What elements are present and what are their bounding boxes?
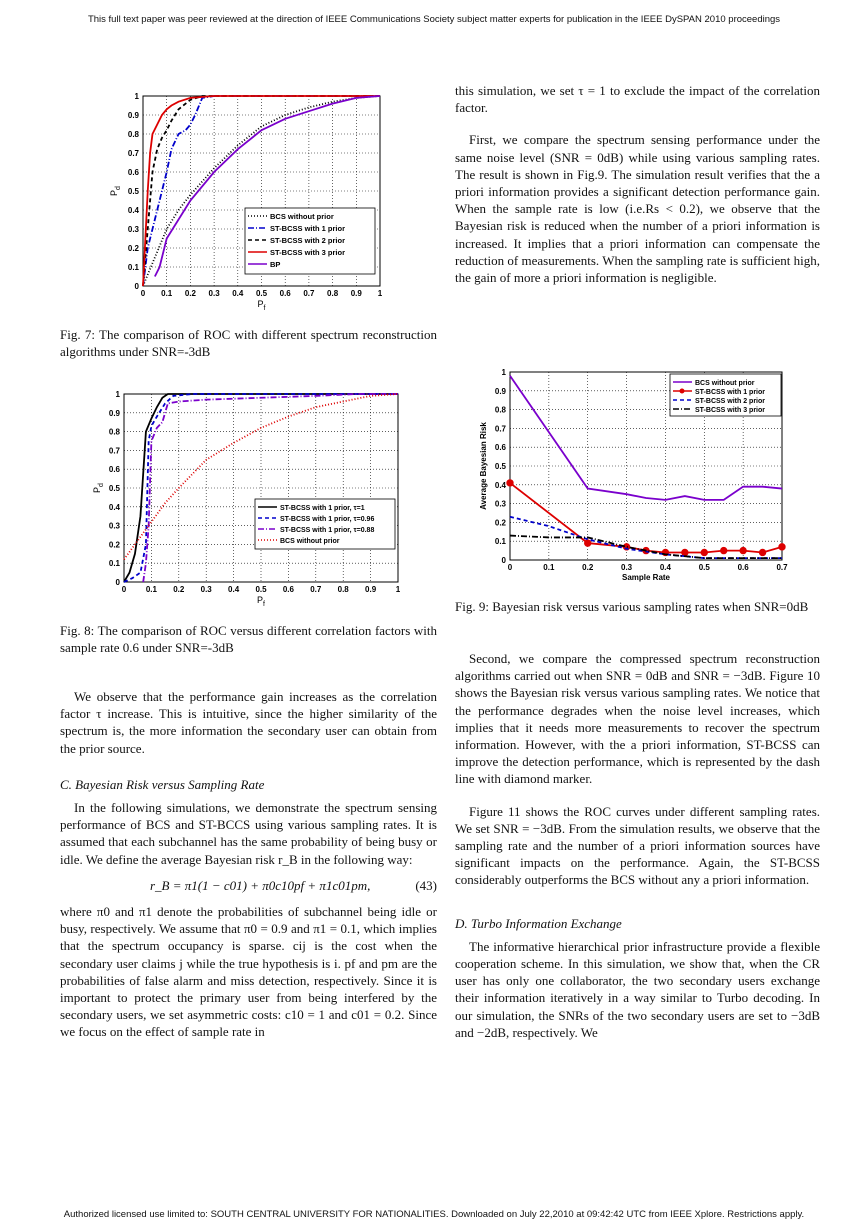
paragraph: this simulation, we set τ = 1 to exclude the impact of the correlation factor.: [455, 83, 820, 116]
legend-entry: ST-BCSS with 3 prior: [695, 407, 766, 414]
y-tick-label: 0.2: [127, 244, 139, 253]
y-tick-label: 0.9: [494, 386, 506, 396]
y-tick-label: 0.8: [108, 427, 120, 437]
y-axis-label-subscript: d: [115, 186, 122, 190]
y-axis-label: Average Bayesian Risk: [479, 422, 488, 510]
x-axis-label-subscript: f: [263, 305, 266, 312]
y-tick-label: 0.2: [494, 518, 506, 528]
series-line: [510, 483, 782, 553]
paragraph: Second, we compare the compressed spectrum reconstruction algorithms carried out when SNR = 0dB and SNR = −3dB. Figure 10 shows the Bayesian risk versus various sampling rates. We notice that the performance degrades when the noise level increases, which implies that it needs more measurements to recover the spectrum information. However, with the a priori information, ST-BCSS can improve the detection performance, which is represented by the dash line with diamond marker.: [455, 651, 820, 787]
data-point-marker: [682, 549, 688, 555]
y-tick-label: 0.9: [108, 408, 120, 418]
x-tick-label: 0.1: [145, 585, 157, 594]
x-tick-label: 0.3: [200, 585, 212, 594]
x-tick-label: 0.4: [659, 563, 671, 572]
y-tick-label: 0.5: [108, 484, 120, 493]
legend-entry: ST-BCSS with 3 prior: [270, 248, 346, 257]
y-tick-label: 0.3: [127, 225, 139, 234]
legend-marker: [680, 389, 685, 394]
y-tick-label: 0.7: [108, 446, 120, 456]
y-tick-label: 0.7: [494, 424, 506, 434]
data-point-marker: [721, 547, 727, 553]
y-tick-label: 0.7: [127, 149, 139, 158]
legend-entry: ST-BCSS with 1 prior: [695, 389, 766, 396]
x-axis-label-subscript: f: [263, 601, 265, 608]
y-axis-label: $P_d$: [92, 483, 105, 493]
y-tick-label: 0: [115, 578, 120, 587]
x-tick-label: 0.1: [543, 563, 555, 572]
figure-9-caption: Fig. 9: Bayesian risk versus various sampling rates when SNR=0dB: [455, 599, 809, 614]
data-point-marker: [585, 540, 591, 546]
y-tick-label: 1: [501, 368, 506, 377]
y-tick-label: 1: [115, 390, 120, 399]
right-column-bottom: [455, 650, 820, 1041]
y-tick-label: 0.9: [127, 111, 139, 120]
y-tick-label: 0.8: [127, 130, 139, 139]
y-tick-label: 0.8: [494, 405, 506, 415]
data-point-marker: [759, 549, 765, 555]
x-tick-label: 0.3: [621, 563, 633, 572]
equation-body: r_B = π1(1 − c01) + π0c10pf + π1c01pm,: [150, 877, 371, 893]
x-axis-label: $P_f$: [257, 595, 265, 608]
equation-43: [60, 877, 437, 894]
x-tick-label: 0.9: [365, 585, 377, 594]
x-tick-label: 0: [140, 289, 146, 298]
x-tick-label: 0.7: [303, 289, 315, 298]
data-point-marker: [701, 549, 707, 555]
paragraph: First, we compare the spectrum sensing performance under the same noise level (SNR = 0dB) while using various sampling rates. The result is shown in Fig.9. The simulation result verifies that the a priori information provides a significant detection performance gain. When the sample rate is low (i.e.Rs < 0.2), we observe that the Bayesian risk is reduced when the number of a priori information is increased. It implies that a priori information can compensate the reduction of measurements. When the sampling rate is sufficient high, the gain of more a priori information is negligible.: [455, 132, 820, 286]
paragraph: In the following simulations, we demonstrate the spectrum sensing performance of BCS and ST-BCCS using various sampling rates. It is assumed that each subchannel has the same probability of being busy or idle. We define the average Bayesian risk r_B in the following way:: [60, 800, 437, 867]
paragraph: We observe that the performance gain increases as the correlation factor τ increase. This is intuitive, since the higher similarity of the spectrum is, the more information the secondary user can obtain from the prior source.: [60, 689, 437, 756]
paragraph: The informative hierarchical prior infrastructure provide a flexible cooperation scheme. In this simulation, we show that, when the CR user has only one collaborator, the two secondary users exchange their information iteratively in a way similar to Turbo decoding. In our simulation, the SNRs of the two secondary users are set to −3dB and −2dB, respectively. We: [455, 938, 820, 1040]
x-tick-label: 0: [507, 563, 513, 572]
y-tick-label: 0.2: [108, 540, 120, 550]
x-tick-label: 0.8: [337, 585, 349, 594]
data-point-marker: [507, 480, 513, 486]
y-tick-label: 0.5: [494, 462, 506, 471]
x-tick-label: 0.4: [232, 289, 244, 298]
left-column: [60, 688, 437, 1041]
x-tick-label: 0.5: [255, 585, 267, 594]
y-tick-label: 0.6: [127, 168, 139, 177]
y-tick-label: 0.4: [494, 480, 506, 490]
y-tick-label: 0.5: [127, 187, 139, 196]
x-tick-label: 0.1: [161, 289, 173, 298]
legend-entry: ST-BCSS with 1 prior, τ=0.88: [280, 527, 375, 534]
x-tick-label: 0.5: [698, 563, 710, 572]
x-tick-label: 0.4: [228, 585, 240, 594]
legend-entry: BP: [270, 260, 281, 269]
data-point-marker: [740, 547, 746, 553]
bayesian-risk-chart-fig9: [478, 364, 798, 584]
y-tick-label: 0.6: [494, 443, 506, 453]
y-tick-label: 0.1: [494, 537, 506, 547]
right-column-top: [455, 82, 820, 286]
figure-8: [88, 386, 408, 617]
data-point-marker: [779, 544, 785, 550]
page-footer: Authorized licensed use limited to: SOUTH CENTRAL UNIVERSITY FOR NATIONALITIES. Downloaded on July 22,2010 at 09:42:42 UTC from IEEE Xplore. Restrictions apply.: [63, 1209, 805, 1220]
x-tick-label: 0.2: [184, 289, 196, 298]
legend-entry: BCS without prior: [695, 380, 755, 387]
y-tick-label: 0: [134, 282, 139, 291]
paragraph: where π0 and π1 denote the probabilities of subchannel being idle or busy, respectively. We assume that π0 = 0.9 and π1 = 0.1, which implies that the spectrum occupancy is sparse. cij is the cost when the secondary user claims j while the true hypothesis is i. pf and pm are the probabilities of false alarm and miss detection, respectively. Since it is important to protect the primary user from being interfered by the secondary users, we set asymmetric costs: c10 = 1 and c01 = 0.2. Since we focus on the effect of sample rate in: [60, 904, 437, 1040]
paragraph: Figure 11 shows the ROC curves under different sampling rates. We set SNR = −3dB. From the simulation results, we observe that the sampling rate and the number of a priori information sources have significant impacts on the performance. Again, the ST-BCSS considerably outperforms the BCS without any a priori information.: [455, 803, 820, 888]
page-header: This full text paper was peer reviewed at the direction of IEEE Communications Society subject matter experts for publication in the IEEE DySPAN 2010 proceedings: [87, 14, 781, 25]
y-tick-label: 0.1: [127, 263, 139, 272]
x-tick-label: 0.6: [737, 563, 749, 572]
y-tick-label: 1: [134, 92, 139, 101]
legend-entry: ST-BCSS with 1 prior: [270, 224, 346, 233]
y-tick-label: 0.4: [127, 206, 139, 215]
figure-8-caption: Fig. 8: The comparison of ROC versus different correlation factors with sample rate 0.6 under SNR=-3dB: [60, 623, 437, 656]
x-tick-label: 0.7: [310, 585, 322, 594]
y-tick-label: 0.6: [108, 465, 120, 475]
x-axis-label: $P_f$: [257, 299, 266, 312]
y-tick-label: 0.3: [494, 499, 506, 509]
x-tick-label: 0.7: [776, 563, 788, 572]
x-tick-label: 1: [377, 289, 383, 298]
x-tick-label: 0.3: [208, 289, 220, 298]
x-axis-label: Sample Rate: [621, 573, 671, 582]
x-tick-label: 0: [121, 585, 127, 594]
x-tick-label: 0.8: [327, 289, 339, 298]
legend-entry: ST-BCSS with 1 prior, τ=0.96: [280, 516, 375, 523]
x-tick-label: 0.6: [279, 289, 291, 298]
legend-entry: BCS without prior: [280, 538, 340, 545]
y-axis-label-subscript: d: [98, 483, 105, 487]
legend-entry: ST-BCSS with 2 prior: [695, 398, 766, 405]
figure-7-caption: Fig. 7: The comparison of ROC with different spectrum reconstruction algorithms under SNR=-3dB: [60, 327, 437, 360]
x-tick-label: 0.2: [582, 563, 594, 572]
legend-entry: ST-BCSS with 1 prior, τ=1: [280, 505, 365, 512]
y-tick-label: 0: [501, 556, 506, 565]
x-tick-label: 0.9: [350, 289, 362, 298]
roc-chart-fig8: [88, 386, 408, 612]
y-axis-label: $P_d$: [109, 186, 122, 196]
series-line: [510, 536, 782, 559]
y-tick-label: 0.1: [108, 559, 120, 569]
x-tick-label: 0.2: [173, 585, 185, 594]
legend-entry: BCS without prior: [270, 212, 334, 221]
section-heading: D. Turbo Information Exchange: [455, 915, 622, 931]
legend-entry: ST-BCSS with 2 prior: [270, 236, 346, 245]
y-tick-label: 0.3: [108, 521, 120, 531]
section-heading: C. Bayesian Risk versus Sampling Rate: [60, 776, 265, 792]
x-tick-label: 0.6: [282, 585, 294, 594]
figure-9: [478, 364, 798, 589]
roc-chart-fig7: [105, 88, 395, 316]
y-tick-label: 0.4: [108, 502, 120, 512]
x-tick-label: 0.5: [255, 289, 268, 298]
figure-7: [105, 88, 395, 321]
equation-number: (43): [415, 877, 437, 893]
x-tick-label: 1: [395, 585, 401, 594]
